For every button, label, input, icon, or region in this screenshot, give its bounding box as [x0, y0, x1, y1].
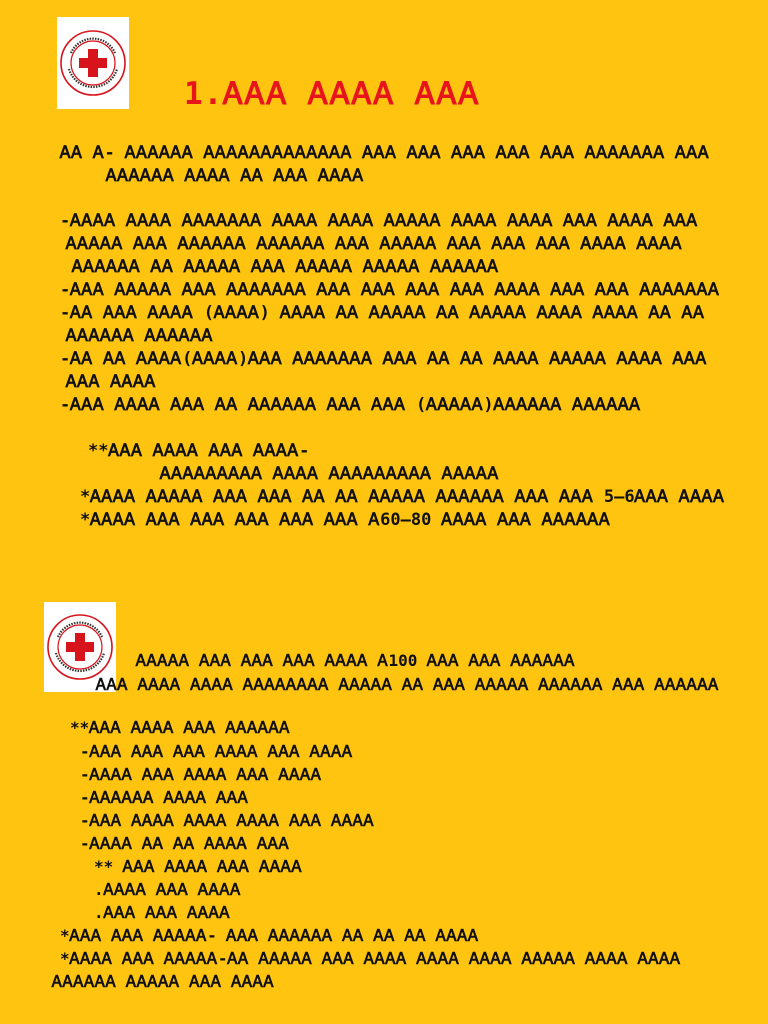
- text-line: -ᎪᎪᎪ ᎪᎪᎪᎪᎪ ᎪᎪᎪ ᎪᎪᎪᎪᎪᎪᎪ ᎪᎪᎪ ᎪᎪᎪ ᎪᎪᎪ ᎪᎪᎪ ᎪᎪᎪᎪ ᎪᎪᎪ ᎪᎪᎪ ᎪᎪᎪᎪᎪᎪᎪ: [60, 280, 720, 300]
- text-line: ᎪᎪᎪᎪᎪ ᎪᎪᎪ ᎪᎪᎪᎪᎪᎪ ᎪᎪᎪᎪᎪᎪ ᎪᎪᎪ ᎪᎪᎪᎪᎪ ᎪᎪᎪ ᎪᎪᎪ ᎪᎪᎪ ᎪᎪᎪᎪ ᎪᎪᎪᎪ: [66, 234, 683, 254]
- slide-title: 1.ᎪᎪᎪ ᎪᎪᎪᎪ ᎪᎪᎪ: [184, 76, 481, 112]
- text-line: ** ᎪᎪᎪ ᎪᎪᎪᎪ ᎪᎪᎪ ᎪᎪᎪᎪ: [94, 857, 303, 876]
- text-line: ᎪᎪᎪ ᎪᎪᎪᎪ ᎪᎪᎪᎪ ᎪᎪᎪᎪᎪᎪᎪᎪ ᎪᎪᎪᎪᎪ ᎪᎪ ᎪᎪᎪ ᎪᎪᎪᎪᎪ ᎪᎪᎪᎪᎪᎪ ᎪᎪᎪ ᎪᎪᎪᎪᎪᎪ: [96, 675, 720, 694]
- text-line: *ᎪᎪᎪᎪ ᎪᎪᎪ ᎪᎪᎪᎪᎪ-ᎪᎪ ᎪᎪᎪᎪᎪ ᎪᎪᎪ ᎪᎪᎪᎪ ᎪᎪᎪᎪ ᎪᎪᎪᎪ ᎪᎪᎪᎪᎪ ᎪᎪᎪᎪ ᎪᎪᎪᎪ: [60, 949, 681, 968]
- text-line: ᎪᎪᎪᎪᎪᎪ ᎪᎪᎪᎪᎪᎪ: [66, 326, 214, 346]
- text-line: .ᎪᎪᎪᎪ ᎪᎪᎪ ᎪᎪᎪᎪ: [94, 880, 242, 899]
- text-line: ᎪᎪᎪᎪᎪ ᎪᎪᎪ ᎪᎪᎪ ᎪᎪᎪ ᎪᎪᎪᎪ Ꭺ100 ᎪᎪᎪ ᎪᎪᎪ ᎪᎪᎪᎪᎪᎪ: [136, 651, 576, 670]
- text-line: ᎪᎪᎪᎪᎪᎪ ᎪᎪ ᎪᎪᎪᎪᎪ ᎪᎪᎪ ᎪᎪᎪᎪᎪ ᎪᎪᎪᎪᎪ ᎪᎪᎪᎪᎪᎪ: [72, 257, 499, 277]
- text-line: -ᎪᎪᎪ ᎪᎪᎪᎪ ᎪᎪᎪᎪ ᎪᎪᎪᎪ ᎪᎪᎪ ᎪᎪᎪᎪ: [80, 811, 375, 830]
- text-line: ᎪᎪᎪᎪᎪᎪ ᎪᎪᎪᎪ ᎪᎪ ᎪᎪᎪ ᎪᎪᎪᎪ: [106, 166, 364, 186]
- text-line: .ᎪᎪᎪ ᎪᎪᎪ ᎪᎪᎪᎪ: [94, 903, 231, 922]
- text-line: -ᎪᎪᎪᎪᎪᎪ ᎪᎪᎪᎪ ᎪᎪᎪ: [80, 788, 249, 807]
- text-line: ᎪᎪᎪᎪᎪᎪᎪᎪᎪ ᎪᎪᎪᎪ ᎪᎪᎪᎪᎪᎪᎪᎪᎪ ᎪᎪᎪᎪᎪ: [160, 464, 500, 484]
- text-line: ᎪᎪᎪᎪᎪᎪ ᎪᎪᎪᎪᎪ ᎪᎪᎪ ᎪᎪᎪᎪ: [52, 972, 275, 991]
- red-cross-emblem-icon: [59, 29, 127, 97]
- red-cross-emblem-icon: [46, 613, 114, 681]
- text-line: -ᎪᎪᎪᎪ ᎪᎪ ᎪᎪ ᎪᎪᎪᎪ ᎪᎪᎪ: [80, 834, 290, 853]
- text-line: -ᎪᎪᎪ ᎪᎪᎪ ᎪᎪᎪ ᎪᎪᎪᎪ ᎪᎪᎪ ᎪᎪᎪᎪ: [80, 742, 353, 761]
- red-cross-logo: [57, 17, 129, 109]
- text-line: -ᎪᎪ ᎪᎪ ᎪᎪᎪᎪ(ᎪᎪᎪᎪ)ᎪᎪᎪ ᎪᎪᎪᎪᎪᎪᎪ ᎪᎪᎪ ᎪᎪ ᎪᎪ ᎪᎪᎪᎪ ᎪᎪᎪᎪᎪ ᎪᎪᎪᎪ ᎪᎪᎪ: [60, 349, 708, 369]
- text-line: -ᎪᎪᎪ ᎪᎪᎪᎪ ᎪᎪᎪ ᎪᎪ ᎪᎪᎪᎪᎪᎪ ᎪᎪᎪ ᎪᎪᎪ (ᎪᎪᎪᎪᎪ)ᎪᎪᎪᎪᎪᎪ ᎪᎪᎪᎪᎪᎪ: [60, 395, 641, 415]
- text-line: -ᎪᎪᎪᎪ ᎪᎪᎪ ᎪᎪᎪᎪ ᎪᎪᎪ ᎪᎪᎪᎪ: [80, 765, 322, 784]
- text-line: **ᎪᎪᎪ ᎪᎪᎪᎪ ᎪᎪᎪ ᎪᎪᎪᎪᎪᎪ: [70, 718, 291, 737]
- text-line: *ᎪᎪᎪᎪ ᎪᎪᎪᎪᎪ ᎪᎪᎪ ᎪᎪᎪ ᎪᎪ ᎪᎪ ᎪᎪᎪᎪᎪ ᎪᎪᎪᎪᎪᎪ ᎪᎪᎪ ᎪᎪᎪ 5–6ᎪᎪᎪ ᎪᎪᎪᎪ: [80, 487, 725, 507]
- text-line: -ᎪᎪᎪᎪ ᎪᎪᎪᎪ ᎪᎪᎪᎪᎪᎪᎪ ᎪᎪᎪᎪ ᎪᎪᎪᎪ ᎪᎪᎪᎪᎪ ᎪᎪᎪᎪ ᎪᎪᎪᎪ ᎪᎪᎪ ᎪᎪᎪᎪ ᎪᎪᎪ: [60, 211, 699, 231]
- text-line: *ᎪᎪᎪᎪ ᎪᎪᎪ ᎪᎪᎪ ᎪᎪᎪ ᎪᎪᎪ ᎪᎪᎪ Ꭺ60–80 ᎪᎪᎪᎪ ᎪᎪᎪ ᎪᎪᎪᎪᎪᎪ: [80, 510, 611, 530]
- text-line: -ᎪᎪ ᎪᎪᎪ ᎪᎪᎪᎪ (ᎪᎪᎪᎪ) ᎪᎪᎪᎪ ᎪᎪ ᎪᎪᎪᎪᎪ ᎪᎪ ᎪᎪᎪᎪᎪ ᎪᎪᎪᎪ ᎪᎪᎪᎪ ᎪᎪ ᎪᎪ: [60, 303, 705, 323]
- text-line: **ᎪᎪᎪ ᎪᎪᎪᎪ ᎪᎪᎪ ᎪᎪᎪᎪ-: [88, 441, 310, 461]
- text-line: *ᎪᎪᎪ ᎪᎪᎪ ᎪᎪᎪᎪᎪ- ᎪᎪᎪ ᎪᎪᎪᎪᎪᎪ ᎪᎪ ᎪᎪ ᎪᎪ ᎪᎪᎪᎪ: [60, 926, 479, 945]
- text-line: ᎪᎪ Ꭺ- ᎪᎪᎪᎪᎪᎪ ᎪᎪᎪᎪᎪᎪᎪᎪᎪᎪᎪᎪᎪ ᎪᎪᎪ ᎪᎪᎪ ᎪᎪᎪ ᎪᎪᎪ ᎪᎪᎪ ᎪᎪᎪᎪᎪᎪᎪ ᎪᎪᎪ: [60, 143, 710, 163]
- text-line: ᎪᎪᎪ ᎪᎪᎪᎪ: [66, 372, 157, 392]
